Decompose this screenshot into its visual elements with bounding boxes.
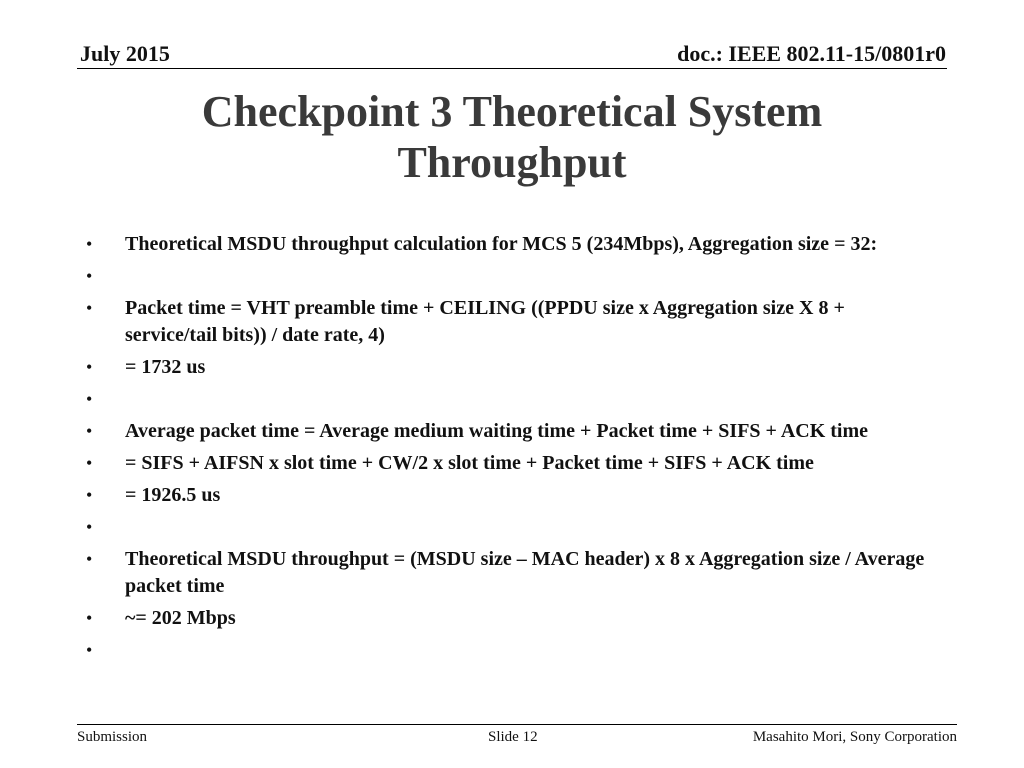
bullet-item xyxy=(86,635,936,667)
bullet-list xyxy=(86,229,936,667)
footer-author: Masahito Mori, Sony Corporation xyxy=(752,729,957,745)
bullet-text xyxy=(125,386,936,413)
bullet-item xyxy=(86,448,936,480)
bullet-item xyxy=(86,352,936,384)
bullet-dot-icon: • xyxy=(86,389,93,409)
bullet-item xyxy=(86,293,936,352)
bullet-dot-icon: • xyxy=(86,549,93,569)
footer-submission: Submission xyxy=(77,729,148,745)
bullet-item xyxy=(86,384,936,416)
bullet-text xyxy=(125,637,936,664)
slide-title-line-2: Throughput xyxy=(397,138,627,187)
bullet-text xyxy=(125,514,936,541)
bullet-text: Theoretical MSDU throughput calculation for MCS 5 (234Mbps), Aggregation size = 32: xyxy=(125,233,878,255)
bullet-item xyxy=(86,512,936,544)
bullet-text: Theoretical MSDU throughput = (MSDU size – MAC header) x 8 x Aggregation size / Average packet time xyxy=(125,548,925,597)
bullet-item xyxy=(86,544,936,603)
bullet-dot-icon: • xyxy=(86,357,93,377)
bullet-dot-icon: • xyxy=(86,453,93,473)
header-date: July 2015 xyxy=(80,41,170,66)
bullet-item xyxy=(86,603,936,635)
bullet-item xyxy=(86,261,936,293)
bullet-item xyxy=(86,416,936,448)
bullet-dot-icon: • xyxy=(86,640,93,660)
bullet-dot-icon: • xyxy=(86,517,93,537)
slide-title xyxy=(112,86,912,188)
bullet-text: ~= 202 Mbps xyxy=(125,607,236,629)
bullet-text xyxy=(125,263,936,290)
bullet-text: = 1732 us xyxy=(125,356,206,378)
bullet-dot-icon: • xyxy=(86,298,93,318)
bullet-dot-icon: • xyxy=(86,266,93,286)
bullet-text: = SIFS + AIFSN x slot time + CW/2 x slot time + Packet time + SIFS + ACK time xyxy=(125,452,814,474)
bullet-item xyxy=(86,480,936,512)
footer-slide-number: Slide 12 xyxy=(488,729,538,745)
footer-divider xyxy=(77,724,957,725)
slide-title-line-1: Checkpoint 3 Theoretical System xyxy=(201,87,823,136)
bullet-dot-icon: • xyxy=(86,485,93,505)
bullet-dot-icon: • xyxy=(86,234,93,254)
bullet-text: = 1926.5 us xyxy=(125,484,221,506)
bullet-item xyxy=(86,229,936,261)
bullet-text: Average packet time = Average medium waiting time + Packet time + SIFS + ACK time xyxy=(125,420,869,442)
header-doc-id: doc.: IEEE 802.11-15/0801r0 xyxy=(677,41,946,66)
header-divider xyxy=(77,68,947,69)
bullet-text: Packet time = VHT preamble time + CEILING ((PPDU size x Aggregation size X 8 + service/tail bits)) / date rate, 4) xyxy=(125,297,845,346)
bullet-dot-icon: • xyxy=(86,608,93,628)
bullet-dot-icon: • xyxy=(86,421,93,441)
